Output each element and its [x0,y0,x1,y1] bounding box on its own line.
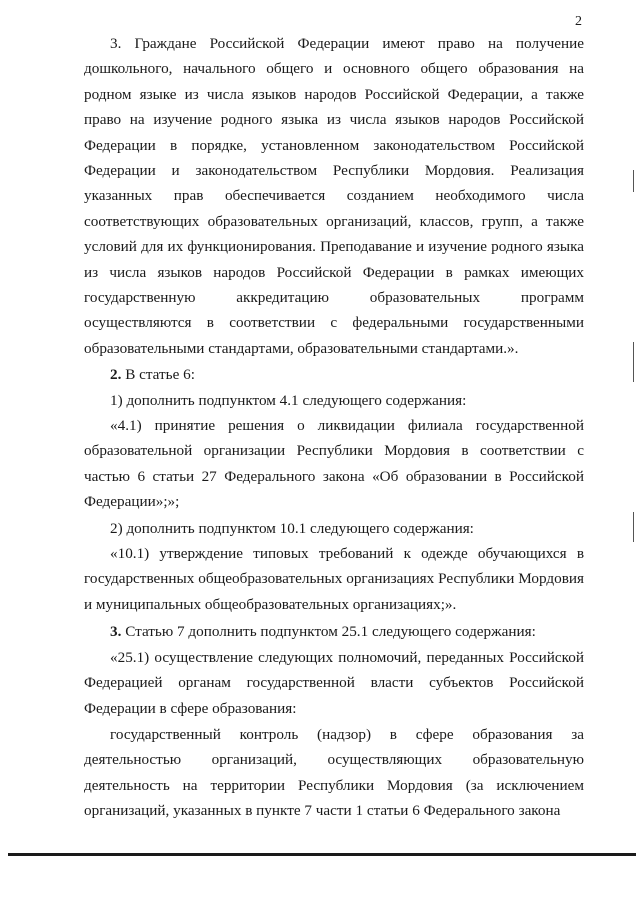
paragraph-text: «4.1) принятие решения о ликвидации филиала государственной образовательной организации Республики Мордовия в соответствии с частью 6 статьи 27 Федерального закона «Об образовании в Российской Федерации»;»; [84,417,584,511]
item-number: 2. [110,366,122,383]
paragraph-text: В статье 6: [121,366,195,383]
paragraph-quote-4-1 [84,413,584,515]
paragraph-text: государственный контроль (надзор) в сфере образования за деятельностью организаций, осуществляющих образовательную деятельность на территории Республики Мордовия (за исключением организаций, указанных в пункте 7 части 1 статьи 6 Федерального закона [84,726,584,820]
paragraph-item-3 [84,619,584,644]
paragraph-text: 1) дополнить подпунктом 4.1 следующего содержания: [110,392,467,409]
scan-edge-mark [633,170,634,192]
scan-edge-mark [633,342,634,382]
paragraph-quote-10-1 [84,541,584,617]
paragraph-text: 2) дополнить подпунктом 10.1 следующего содержания: [110,520,474,537]
paragraph-item-2 [84,362,584,387]
paragraph-subitem-1 [84,388,584,413]
paragraph-text: 3. Граждане Российской Федерации имеют право на получение дошкольного, начального общего и основного общего образования на родном языке из числа языков народов Российской Федерации, а также право на изучение родного языка из числа языков народов Российской Федерации в порядке, установленном законодательством Российской Федерации и законодательством Республики Мордовия. Реализация указанных прав обеспечивается созданием необходимого числа соответствующих образовательных организаций, классов, групп, а также условий для их функционирования. Преподавание и изучение родного языка из числа языков народов Российской Федерации в рамках имеющих государственную аккредитацию образовательных программ осуществляются в соответствии с федеральными государственными образовательными стандартами, образовательными стандартами.». [84,35,584,357]
paragraph-quote-25-1 [84,645,584,721]
paragraph-text: «25.1) осуществление следующих полномочий, переданных Российской Федерацией органам государственной власти субъектов Российской Федерации в сфере образования: [84,649,584,717]
scan-edge-mark [633,512,634,542]
paragraph-text: Статью 7 дополнить подпунктом 25.1 следующего содержания: [121,623,536,640]
bottom-rule [8,853,636,856]
paragraph-text: «10.1) утверждение типовых требований к одежде обучающихся в государственных общеобразовательных организациях Республики Мордовия и муниципальных общеобразовательных организациях;». [84,545,584,613]
item-number: 3. [110,623,122,640]
page-number: 2 [575,14,582,29]
paragraph-subitem-2 [84,516,584,541]
paragraph-article-section-3 [84,31,584,361]
paragraph-state-control [84,722,584,824]
